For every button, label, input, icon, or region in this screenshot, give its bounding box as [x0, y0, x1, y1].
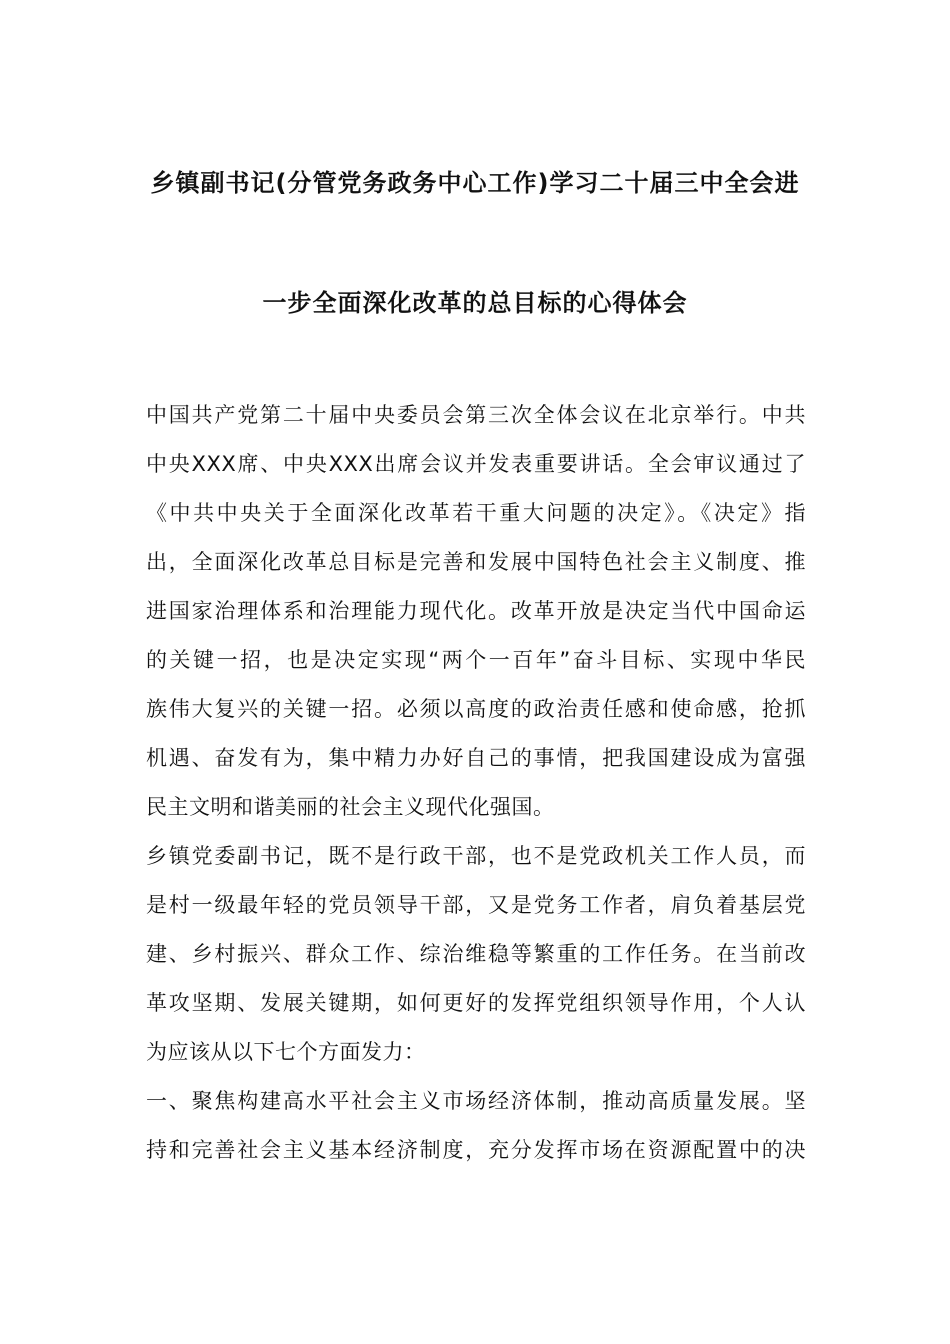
text-line: 进国家治理体系和治理能力现代化。改革开放是决定当代中国命运: [146, 599, 806, 623]
document-title-line-2: 一步全面深化改革的总目标的心得体会: [262, 289, 688, 317]
paragraph-3: [146, 1086, 806, 1184]
paragraph-1: [146, 400, 806, 841]
text-line: 族伟大复兴的关键一招。必须以高度的政治责任感和使命感，抢抓: [146, 697, 806, 721]
text-line: 中央XXX席、中央XXX出席会议并发表重要讲话。全会审议通过了: [146, 452, 806, 476]
text-line: 建、乡村振兴、群众工作、综治维稳等繁重的工作任务。在当前改: [146, 942, 806, 966]
text-line: 是村一级最年轻的党员领导干部，又是党务工作者，肩负着基层党: [146, 893, 806, 917]
text-line: 的关键一招，也是决定实现“两个一百年”奋斗目标、实现中华民: [146, 648, 806, 672]
text-line: 出，全面深化改革总目标是完善和发展中国特色社会主义制度、推: [146, 550, 806, 574]
text-line: 乡镇党委副书记，既不是行政干部，也不是党政机关工作人员，而: [146, 844, 806, 868]
document-body: [146, 400, 806, 1184]
text-line: 为应该从以下七个方面发力：: [146, 1040, 426, 1064]
text-line: 《中共中央关于全面深化改革若干重大问题的决定》。《决定》指: [146, 501, 806, 525]
text-line: 持和完善社会主义基本经济制度，充分发挥市场在资源配置中的决: [146, 1138, 806, 1162]
paragraph-2: [146, 841, 806, 1086]
text-line: 革攻坚期、发展关键期，如何更好的发挥党组织领导作用，个人认: [146, 991, 806, 1015]
text-line: 中国共产党第二十届中央委员会第三次全体会议在北京举行。中共: [146, 403, 806, 427]
document-title-line-1: 乡镇副书记(分管党务政务中心工作)学习二十届三中全会进: [150, 169, 800, 197]
text-line: 民主文明和谐美丽的社会主义现代化强国。: [146, 795, 555, 819]
text-line: 机遇、奋发有为，集中精力办好自己的事情，把我国建设成为富强: [146, 746, 806, 770]
text-line: 一、聚焦构建高水平社会主义市场经济体制，推动高质量发展。坚: [146, 1089, 806, 1113]
